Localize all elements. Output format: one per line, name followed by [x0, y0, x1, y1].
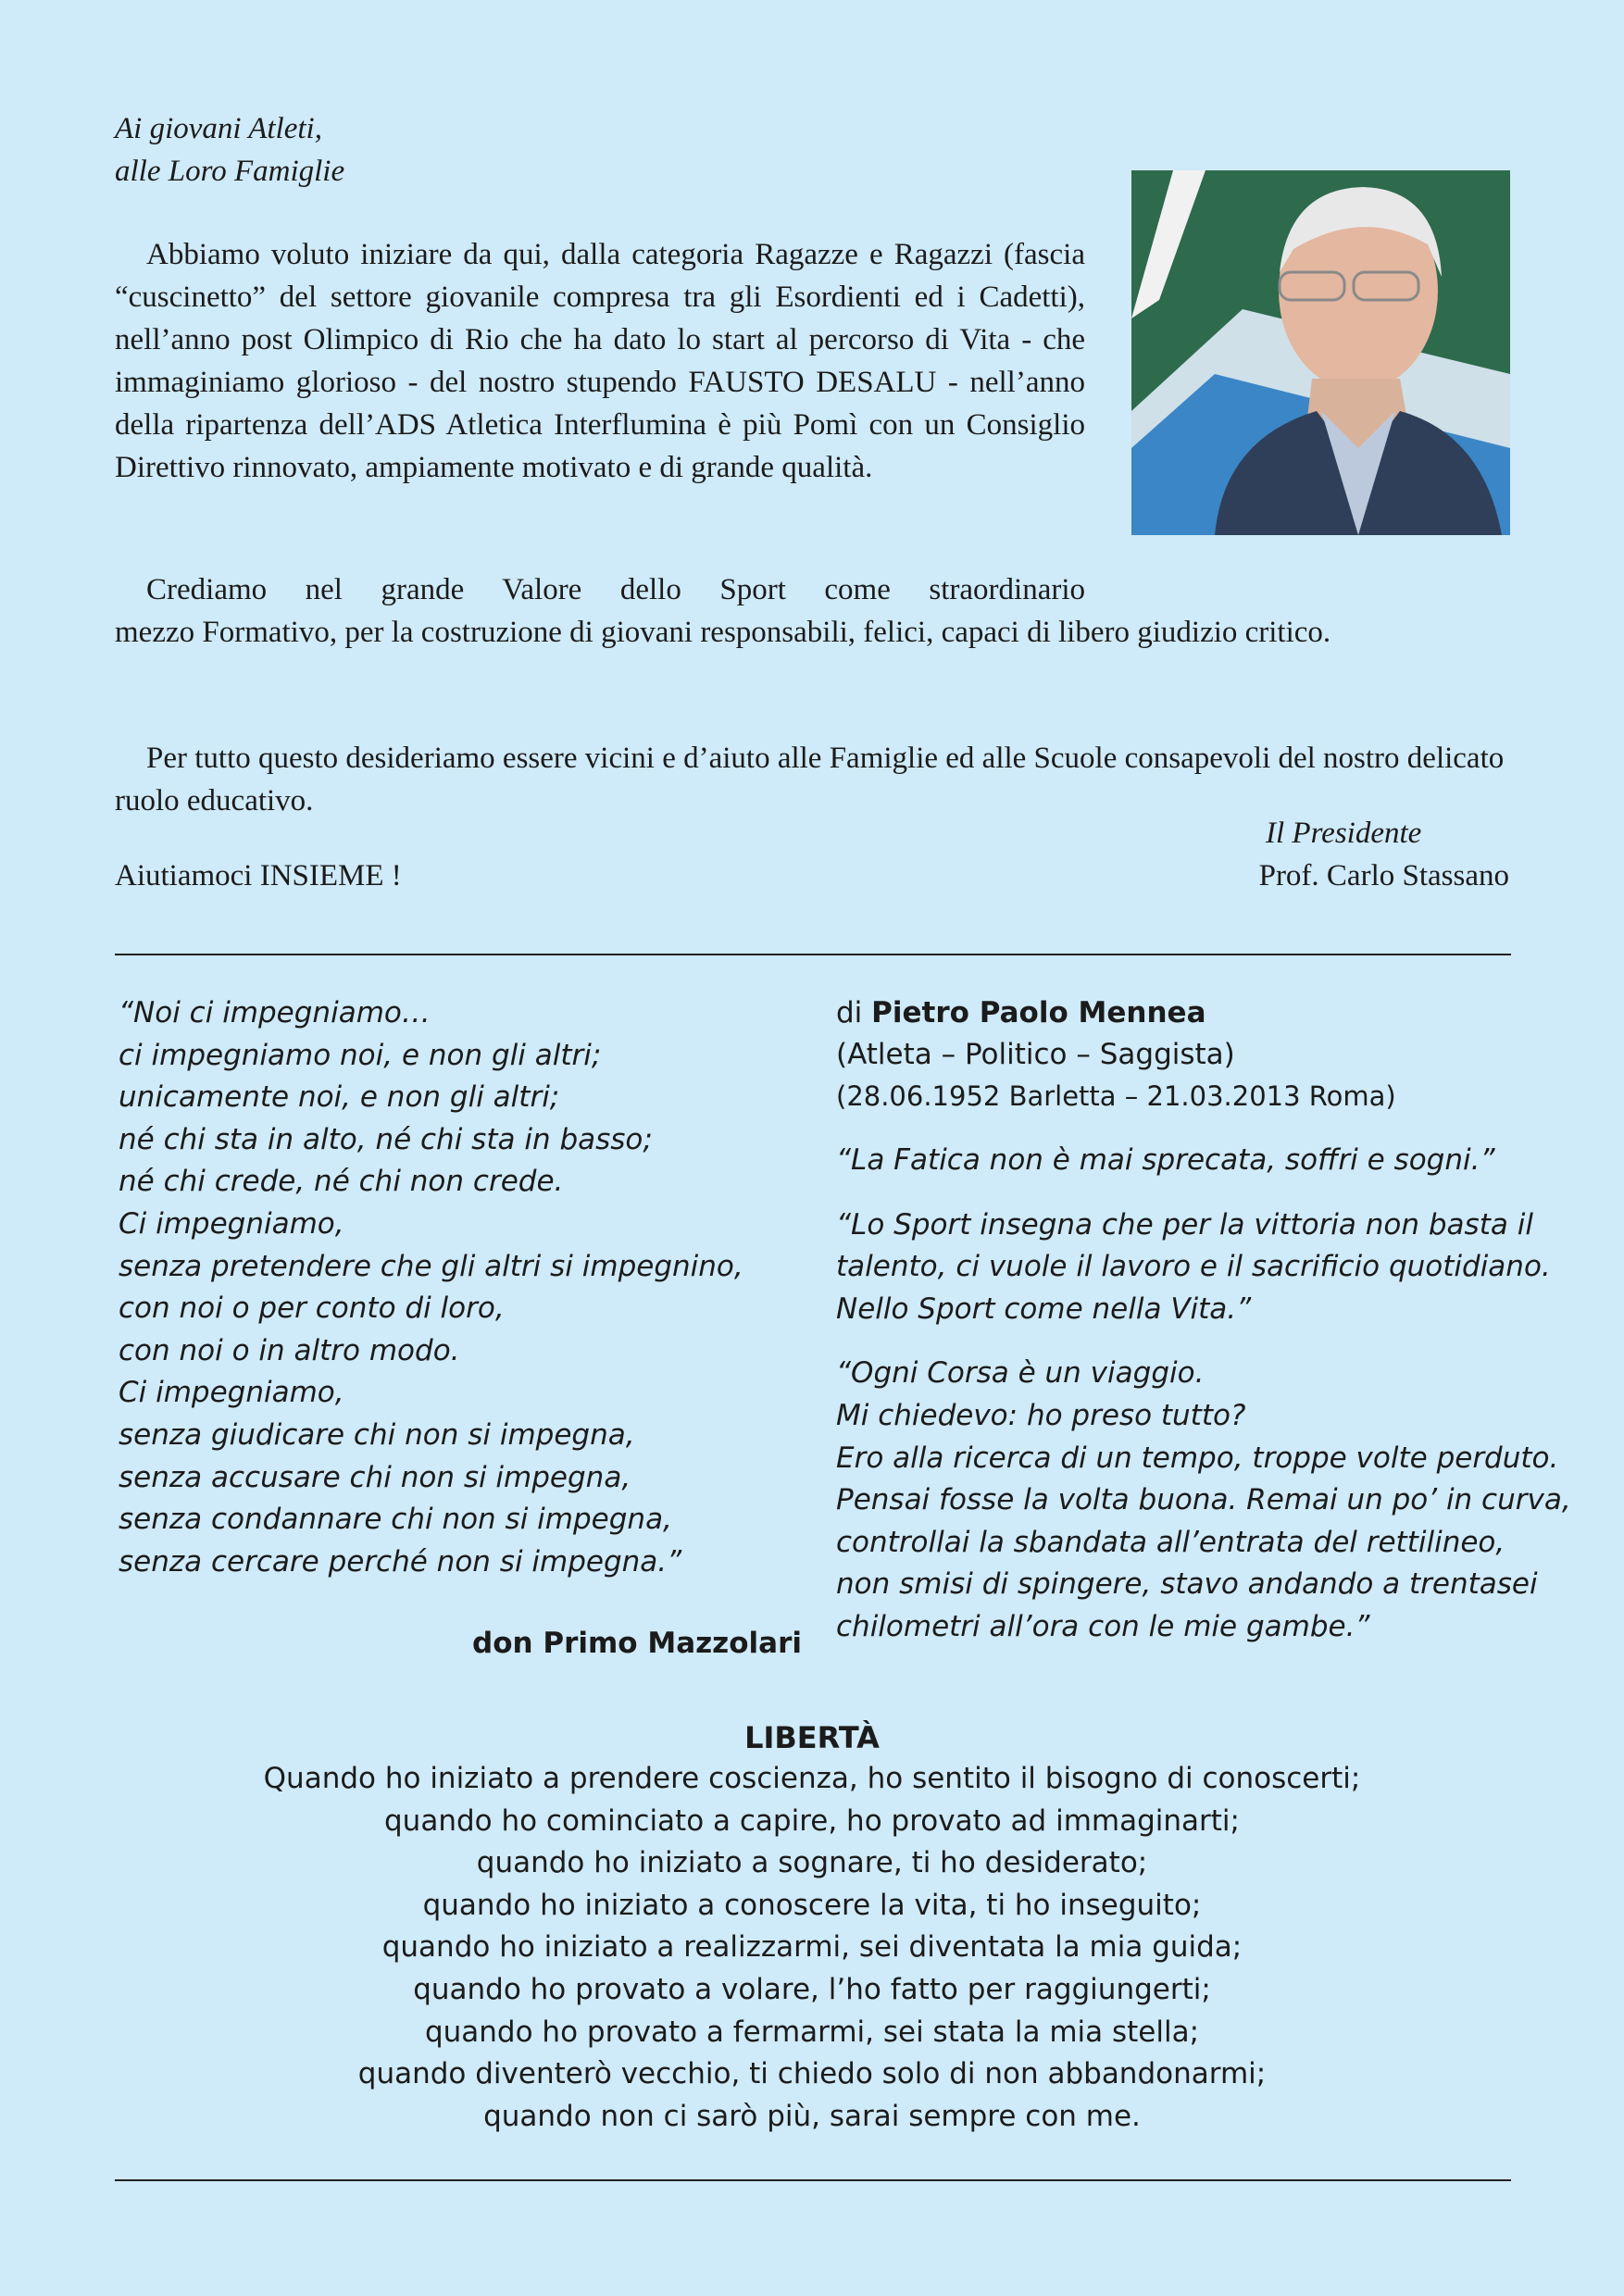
- quote-line: chilometri all’ora con le mie gambe.”: [836, 1609, 1370, 1643]
- author-role: (Atleta – Politico – Saggista): [836, 1038, 1235, 1071]
- poem-line: senza cercare perché non si impegna.”: [119, 1544, 682, 1578]
- poem-line: “Noi ci impegniamo…: [119, 996, 431, 1029]
- poem-line: quando ho iniziato a sognare, ti ho desiderato;: [476, 1846, 1148, 1880]
- poem-line: senza accusare chi non si impegna,: [119, 1460, 631, 1494]
- poem-line: quando ho provato a fermarmi, sei stata la mia stella;: [424, 2015, 1200, 2049]
- poem-line: senza condannare chi non si impegna,: [119, 1503, 672, 1537]
- poem-line: Ci impegniamo,: [119, 1206, 344, 1241]
- poem-title: LIBERTÀ: [744, 1720, 880, 1755]
- poem-author: don Primo Mazzolari: [472, 1627, 802, 1660]
- poem-line: quando diventerò vecchio, ti chiedo solo di non abbandonarmi;: [357, 2057, 1267, 2091]
- poem-line: unicamente noi, e non gli altri;: [119, 1080, 560, 1115]
- quote-line: Pensai fosse la volta buona. Remai un po’ in curva,: [836, 1483, 1571, 1517]
- divider: [115, 954, 1511, 955]
- quote-line: controllai la sbandata all’entrata del rettilineo,: [836, 1525, 1505, 1559]
- poem-liberta: [0, 1717, 1624, 2138]
- poem-line: quando ho provato a volare, l’ho fatto per raggiungerti;: [413, 1972, 1211, 2006]
- letter-paragraph: Per tutto questo desideriamo essere vicini e d’aiuto alle Famiglie ed alle Scuole consapevoli del nostro delicato ruolo educativo.: [115, 742, 1505, 817]
- signature-name: Prof. Carlo Stassano: [1258, 859, 1509, 892]
- poem-line: né chi crede, né chi non crede.: [119, 1165, 564, 1199]
- poem-line: senza giudicare chi non si impegna,: [119, 1417, 635, 1452]
- author-byline: [836, 992, 1540, 1034]
- byline-prefix: di: [836, 996, 872, 1029]
- author-dates: (28.06.1952 Barletta – 21.03.2013 Roma): [836, 1080, 1396, 1112]
- letter-greeting: [115, 107, 344, 193]
- quote-line: talento, ci vuole il lavoro e il sacrificio quotidiano.: [836, 1250, 1551, 1284]
- quote-line: “Ogni Corsa è un viaggio.: [836, 1356, 1205, 1391]
- poem-mazzolari: [119, 992, 743, 1583]
- letter-paragraph: [115, 568, 1509, 654]
- poem-line: né chi sta in alto, né chi sta in basso;: [119, 1122, 653, 1156]
- paragraph-rest: mezzo Formativo, per la costruzione di giovani responsabili, felici, capaci di libero giudizio critico.: [115, 616, 1331, 649]
- poem-line: senza pretendere che gli altri si impegnino,: [119, 1249, 743, 1283]
- poem-line: con noi o per conto di loro,: [119, 1292, 505, 1326]
- mennea-quotes: [836, 992, 1571, 1649]
- quote-line: “Lo Sport insegna che per la vittoria non basta il: [836, 1207, 1533, 1242]
- letter-paragraph: Abbiamo voluto iniziare da qui, dalla categoria Ragazze e Ragazzi (fascia “cuscinetto” del settore giovanile compresa tra gli Esordienti ed i Cadetti), nell’anno post Olimpico di Rio che ha dato lo start al percorso di Vita - che immaginiamo glorioso - del nostro stupendo FAUSTO DESALU - nell’anno della ripartenza dell’ADS Atletica Interflumina è più Pomì con un Consiglio Direttivo rinnovato, ampiamente motivato e di grande qualità.: [115, 238, 1085, 484]
- byline-name: Pietro Paolo Mennea: [871, 996, 1206, 1029]
- signature-role: Il Presidente: [1266, 817, 1422, 850]
- greeting-line: alle Loro Famiglie: [115, 155, 345, 188]
- president-photo: [1131, 170, 1510, 535]
- paragraph-lead: Crediamo nel grande Valore dello Sport come straordinario: [146, 573, 1085, 606]
- poem-line: ci impegniamo noi, e non gli altri;: [119, 1038, 602, 1072]
- divider: [115, 2179, 1511, 2181]
- poem-line: Ci impegniamo,: [119, 1376, 344, 1410]
- closing-line: Aiutiamoci INSIEME !: [115, 859, 402, 892]
- poem-line: quando ho iniziato a realizzarmi, sei diventata la mia guida;: [381, 1930, 1243, 1965]
- poem-line: quando non ci sarò più, sarai sempre con me.: [483, 2099, 1141, 2133]
- quote-line: “La Fatica non è mai sprecata, soffri e sogni.”: [836, 1143, 1495, 1177]
- poem-line: con noi o in altro modo.: [119, 1333, 460, 1367]
- greeting-line: Ai giovani Atleti,: [115, 112, 322, 145]
- quote-line: Ero alla ricerca di un tempo, troppe volte perduto.: [836, 1441, 1559, 1475]
- quote-line: non smisi di spingere, stavo andando a trentasei: [836, 1567, 1538, 1602]
- poem-line: quando ho cominciato a capire, ho provato ad immaginarti;: [384, 1803, 1240, 1838]
- quote-line: Nello Sport come nella Vita.”: [836, 1292, 1252, 1326]
- poem-line: quando ho iniziato a conoscere la vita, ti ho inseguito;: [422, 1888, 1202, 1922]
- quote-line: Mi chiedevo: ho preso tutto?: [836, 1398, 1246, 1432]
- poem-line: Quando ho iniziato a prendere coscienza, ho sentito il bisogno di conoscerti;: [263, 1762, 1361, 1795]
